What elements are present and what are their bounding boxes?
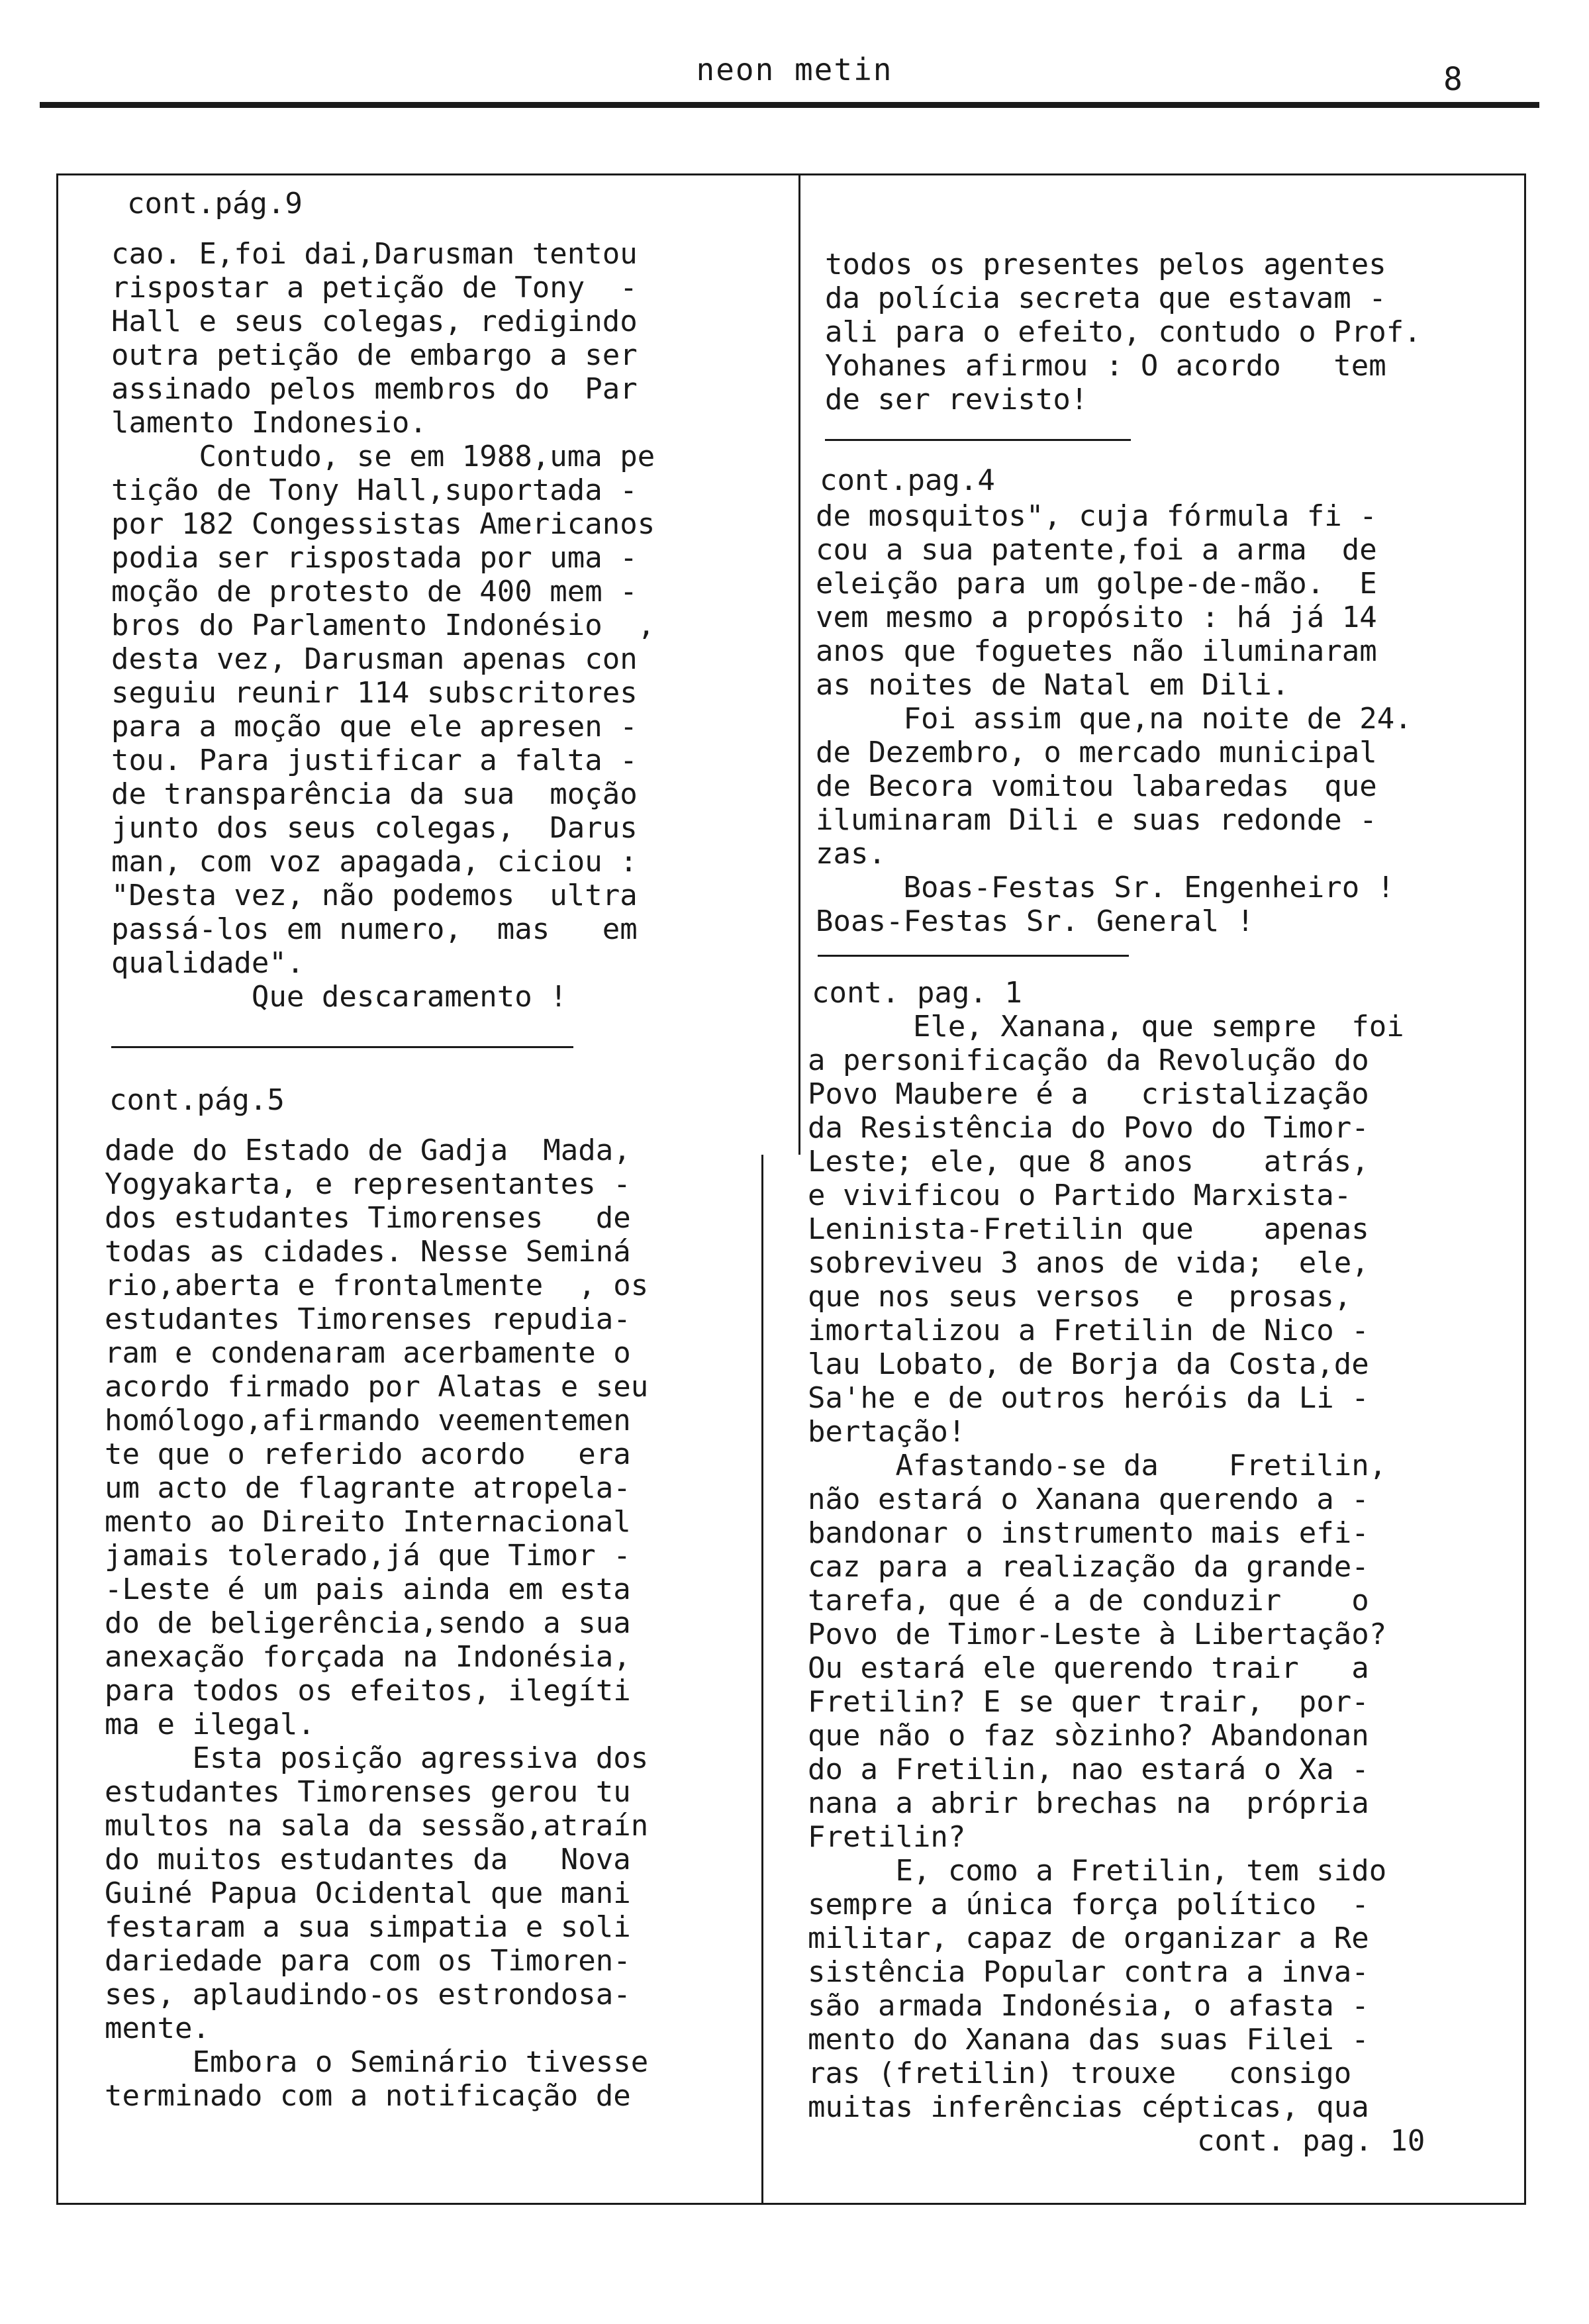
text-line: que nos seus versos e prosas, [808,1280,1352,1314]
text-line: todas as cidades. Nesse Seminá [105,1235,631,1269]
text-line: zas. [816,837,886,871]
text-line: bros do Parlamento Indonésio , [111,608,655,642]
text-line: Boas-Festas Sr. General ! [816,904,1255,938]
page-number: 8 [1443,61,1463,98]
text-line: festaram a sua simpatia e soli [105,1910,631,1944]
text-line: um acto de flagrante atropela- [105,1471,631,1505]
text-line: assinado pelos membros do Par [111,372,638,406]
text-line: ma e ilegal. [105,1708,315,1741]
text-line: Hall e seus colegas, redigindo [111,305,638,338]
text-line: bandonar o instrumento mais efi- [808,1516,1369,1550]
text-line: caz para a realização da grande- [808,1550,1369,1584]
text-line: tarefa, que é a de conduzir o [808,1584,1369,1618]
text-line: "Desta vez, não podemos ultra [111,879,638,912]
text-line: Boas-Festas Sr. Engenheiro ! [816,871,1395,904]
right-separator-rule-1 [825,439,1131,441]
text-line: sempre a única força político - [808,1888,1369,1921]
left-separator-rule [111,1046,573,1048]
text-line: jamais tolerado,já que Timor - [105,1539,631,1573]
newspaper-title: neon metin [696,52,893,87]
text-line: da Resistência do Povo do Timor- [808,1111,1369,1145]
text-line: as noites de Natal em Dili. [816,668,1290,702]
text-line: Contudo, se em 1988,uma pe [111,440,655,473]
text-line: E, como a Fretilin, tem sido [808,1854,1387,1888]
text-line: anexação forçada na Indonésia, [105,1640,631,1674]
text-line: de mosquitos", cuja fórmula fi - [816,499,1377,533]
text-line: sobreviveu 3 anos de vida; ele, [808,1246,1369,1280]
left-article1-ref: cont.pág.9 [127,187,303,220]
text-line: Afastando-se da Fretilin, [808,1449,1387,1482]
text-line: não estará o Xanana querendo a - [808,1482,1369,1516]
text-line: rio,aberta e frontalmente , os [105,1269,649,1302]
text-line: -Leste é um pais ainda em esta [105,1573,631,1606]
text-line: Yohanes afirmou : O acordo tem [825,349,1386,383]
text-line: Povo Maubere é a cristalização [808,1077,1369,1111]
text-line: outra petição de embargo a ser [111,338,638,372]
right-article3-ref: cont. pag. 1 [812,976,1022,1010]
text-line: Fretilin? [808,1820,966,1854]
text-line: Esta posição agressiva dos [105,1741,649,1775]
left-article1-body [111,237,655,1014]
text-line: de ser revisto! [825,383,1088,416]
text-line: estudantes Timorenses gerou tu [105,1775,631,1809]
right-article3-body [808,1010,1404,2124]
text-line: Ele, Xanana, que sempre foi [808,1010,1404,1043]
left-article2-ref: cont.pág.5 [109,1083,285,1117]
column-divider-lower [761,1155,763,2205]
text-line: podia ser rispostada por uma - [111,541,638,575]
text-line: Sa'he e de outros heróis da Li - [808,1381,1369,1415]
text-line: Povo de Timor-Leste à Libertação? [808,1618,1387,1651]
header-rule [40,102,1539,108]
text-line: ram e condenaram acerbamente o [105,1336,631,1370]
text-line: todos os presentes pelos agentes [825,248,1386,281]
text-line: mente. [105,2011,210,2045]
text-line: mento ao Direito Internacional [105,1505,631,1539]
text-line: que não o faz sòzinho? Abandonan [808,1719,1369,1753]
text-line: mento do Xanana das suas Filei - [808,2023,1369,2057]
text-line: terminado com a notificação de [105,2079,631,2113]
column-divider-upper [798,173,800,1155]
text-line: ses, aplaudindo-os estrondosa- [105,1978,631,2011]
text-line: eleição para um golpe-de-mão. E [816,567,1377,601]
right-separator-rule-2 [818,955,1129,957]
text-line: Embora o Seminário tivesse [105,2045,649,2079]
text-line: bertação! [808,1415,966,1449]
right-article3-continuation: cont. pag. 10 [1197,2124,1425,2158]
text-line: junto dos seus colegas, Darus [111,811,638,845]
text-line: lau Lobato, de Borja da Costa,de [808,1347,1369,1381]
text-line: Foi assim que,na noite de 24. [816,702,1412,736]
text-line: são armada Indonésia, o afasta - [808,1989,1369,2023]
text-line: Ou estará ele querendo trair a [808,1651,1369,1685]
text-line: estudantes Timorenses repudia- [105,1302,631,1336]
text-line: de Becora vomitou labaredas que [816,769,1377,803]
text-line: militar, capaz de organizar a Re [808,1921,1369,1955]
text-line: qualidade". [111,946,305,980]
text-line: vem mesmo a propósito : há já 14 [816,601,1377,634]
text-line: acordo firmado por Alatas e seu [105,1370,649,1404]
text-line: anos que foguetes não iluminaram [816,634,1377,668]
text-line: cao. E,foi dai,Darusman tentou [111,237,638,271]
text-line: te que o referido acordo era [105,1437,631,1471]
text-line: iluminaram Dili e suas redonde - [816,803,1377,837]
text-line: desta vez, Darusman apenas con [111,642,638,676]
text-line: Que descaramento ! [111,980,567,1014]
text-line: dos estudantes Timorenses de [105,1201,631,1235]
text-line: tou. Para justificar a falta - [111,744,638,777]
text-line: do muitos estudantes da Nova [105,1843,631,1876]
text-line: Leninista-Fretilin que apenas [808,1212,1369,1246]
text-line: de transparência da sua moção [111,777,638,811]
text-line: para todos os efeitos, ilegíti [105,1674,631,1708]
text-line: moção de protesto de 400 mem - [111,575,638,608]
text-line: tição de Tony Hall,suportada - [111,473,638,507]
text-line: a personificação da Revolução do [808,1043,1369,1077]
text-line: da polícia secreta que estavam - [825,281,1386,315]
text-line: de Dezembro, o mercado municipal [816,736,1377,769]
text-line: dade do Estado de Gadja Mada, [105,1134,631,1167]
right-article2-ref: cont.pag.4 [820,463,995,497]
text-line: Guiné Papua Ocidental que mani [105,1876,631,1910]
text-line: imortalizou a Fretilin de Nico - [808,1314,1369,1347]
text-line: para a moção que ele apresen - [111,710,638,744]
text-line: do a Fretilin, nao estará o Xa - [808,1753,1369,1786]
text-line: nana a abrir brechas na própria [808,1786,1369,1820]
text-line: por 182 Congessistas Americanos [111,507,655,541]
text-line: homólogo,afirmando veementemen [105,1404,631,1437]
text-line: sistência Popular contra a inva- [808,1955,1369,1989]
text-line: passá-los em numero, mas em [111,912,638,946]
text-line: ras (fretilin) trouxe consigo [808,2057,1352,2090]
text-line: cou a sua patente,foi a arma de [816,533,1377,567]
text-line: seguiu reunir 114 subscritores [111,676,638,710]
text-line: Yogyakarta, e representantes - [105,1167,631,1201]
text-line: e vivificou o Partido Marxista- [808,1179,1352,1212]
left-article2-body [105,1134,648,2113]
text-line: multos na sala da sessão,atraín [105,1809,649,1843]
text-line: dariedade para com os Timoren- [105,1944,631,1978]
right-article1-body [825,248,1421,416]
text-line: Leste; ele, que 8 anos atrás, [808,1145,1369,1179]
right-article2-body [816,499,1412,938]
text-line: do de beligerência,sendo a sua [105,1606,631,1640]
text-line: Fretilin? E se quer trair, por- [808,1685,1369,1719]
text-line: lamento Indonesio. [111,406,427,440]
text-line: rispostar a petição de Tony - [111,271,638,305]
text-line: muitas inferências cépticas, qua [808,2090,1369,2124]
text-line: man, com voz apagada, ciciou : [111,845,638,879]
text-line: ali para o efeito, contudo o Prof. [825,315,1421,349]
